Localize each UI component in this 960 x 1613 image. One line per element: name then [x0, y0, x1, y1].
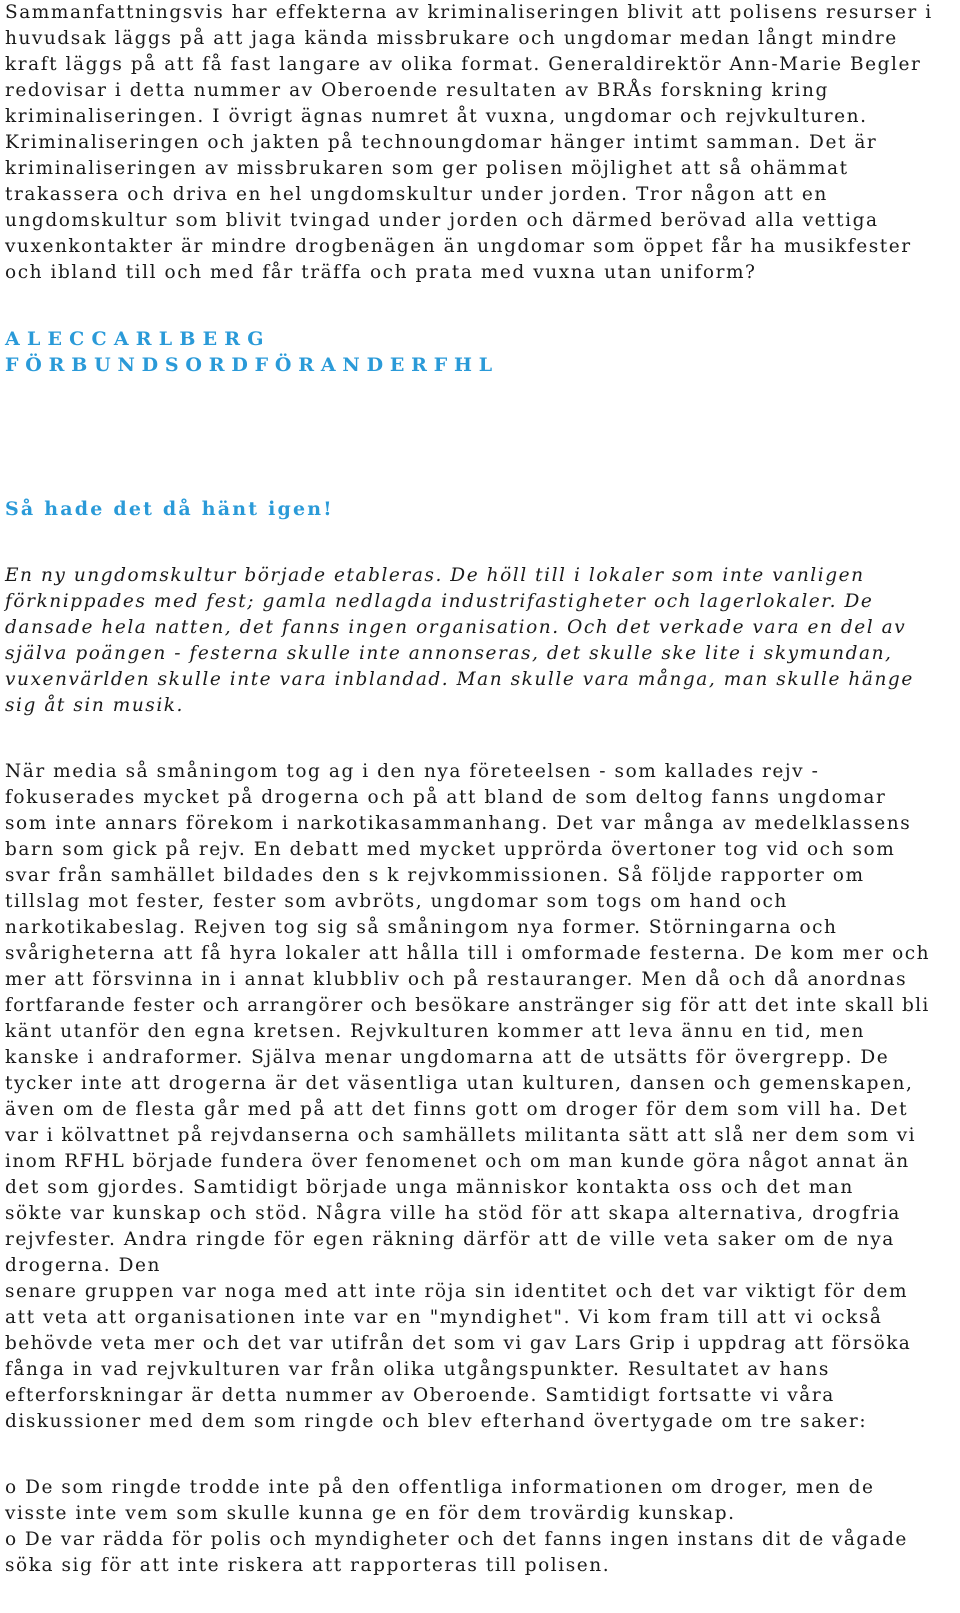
- text-line: o De var rädda för polis och myndigheter och det fanns ingen instans dit de vågade: [5, 1529, 908, 1550]
- text-line: o De som ringde trodde inte på den offentliga informationen om droger, men de: [5, 1477, 875, 1498]
- text-line: Kriminaliseringen och jakten på technoungdomar hänger intimt samman. Det är: [5, 132, 878, 153]
- text-line: kraft läggs på att få fast langare av olika format. Generaldirektör Ann-Marie Begler: [5, 54, 922, 75]
- text-line: En ny ungdomskultur började etableras. De höll till i lokaler som inte vanligen: [5, 565, 865, 586]
- text-line: även om de flesta går med på att det finns gott om droger för dem som vill ha. Det: [5, 1099, 909, 1120]
- text-line: kriminaliseringen av missbrukaren som ger polisen möjlighet att så ohämmat: [5, 158, 849, 179]
- text-line: senare gruppen var noga med att inte röja sin identitet och det var viktigt för dem: [5, 1281, 909, 1302]
- text-line: förknippades med fest; gamla nedlagda industrifastigheter och lagerlokaler. De: [5, 591, 874, 612]
- text-line: kanske i andraformer. Själva menar ungdomarna att de utsätts för övergrepp. De: [5, 1047, 890, 1068]
- text-line: kriminaliseringen. I övrigt ägnas numret åt vuxna, ungdomar och rejvkulturen.: [5, 106, 868, 127]
- section-heading: Så hade det då hänt igen!: [5, 498, 334, 520]
- author-name: ALECCARLBERG: [5, 328, 271, 350]
- text-line: visste inte vem som skulle kunna ge en för dem trovärdig kunskap.: [5, 1503, 736, 1524]
- text-line: inom RFHL började fundera över fenomenet och om man kunde göra något annat än: [5, 1151, 910, 1172]
- text-line: dansade hela natten, det fanns ingen organisation. Och det verkade vara en del av: [5, 617, 907, 638]
- text-line: som inte annars förekom i narkotikasammanhang. Det var många av medelklassens: [5, 813, 912, 834]
- text-line: sig åt sin musik.: [5, 695, 184, 716]
- text-line: och ibland till och med får träffa och prata med vuxna utan uniform?: [5, 262, 757, 283]
- text-line: Sammanfattningsvis har effekterna av kriminaliseringen blivit att polisens resurser i: [5, 2, 933, 23]
- text-line: svårigheterna att få hyra lokaler att hålla till i omformade festerna. De kom mer och: [5, 943, 931, 964]
- text-line: drogerna. Den: [5, 1255, 162, 1276]
- text-line: var i kölvattnet på rejvdanserna och samhällets militanta sätt att slå ner dem som vi: [5, 1125, 916, 1146]
- author-title: FÖRBUNDSORDFÖRANDERFHL: [5, 354, 499, 376]
- text-line: vuxenkontakter är mindre drogbenägen än ungdomar som öppet får ha musikfester: [5, 236, 912, 257]
- text-line: barn som gick på rejv. En debatt med mycket upprörda övertoner tog vid och som: [5, 839, 896, 860]
- text-line: trakassera och driva en hel ungdomskultur under jorden. Tror någon att en: [5, 184, 828, 205]
- text-line: tillslag mot fester, fester som avbröts, ungdomar som togs om hand och: [5, 891, 788, 912]
- text-line: vuxenvärlden skulle inte vara inblandad. Man skulle vara många, man skulle hänge: [5, 669, 914, 690]
- text-line: känt utanför den egna kretsen. Rejvkulturen kommer att leva ännu en tid, men: [5, 1021, 865, 1042]
- text-line: narkotikabeslag. Rejven tog sig så småningom nya former. Störningarna och: [5, 917, 838, 938]
- text-line: ungdomskultur som blivit tvingad under jorden och därmed berövad alla vettiga: [5, 210, 879, 231]
- text-line: fånga in vad rejvkulturen var från olika utgångspunkter. Resultatet av hans: [5, 1359, 830, 1380]
- text-line: behövde veta mer och det var utifrån det som vi gav Lars Grip i uppdrag att försöka: [5, 1333, 912, 1354]
- text-line: söka sig för att inte riskera att rapporteras till polisen.: [5, 1555, 611, 1576]
- text-line: sökte var kunskap och stöd. Några ville ha stöd för att skapa alternativa, drogfria: [5, 1203, 901, 1224]
- text-line: tycker inte att drogerna är det väsentliga utan kulturen, dansen och gemenskapen,: [5, 1073, 914, 1094]
- text-line: själva poängen - festerna skulle inte annonseras, det skulle ske lite i skymundan,: [5, 643, 893, 664]
- text-line: När media så småningom tog ag i den nya företeelsen - som kallades rejv -: [5, 761, 820, 782]
- text-line: fortfarande fester och arrangörer och besökare anstränger sig för att det inte skall bli: [5, 995, 930, 1016]
- text-line: rejvfester. Andra ringde för egen räkning därför att de ville veta saker om de nya: [5, 1229, 895, 1250]
- text-line: det som gjordes. Samtidigt började unga människor kontakta oss och det man: [5, 1177, 854, 1198]
- text-line: fokuserades mycket på drogerna och på att bland de som deltog fanns ungdomar: [5, 787, 887, 808]
- text-line: efterforskningar är detta nummer av Oberoende. Samtidigt fortsatte vi våra: [5, 1385, 835, 1406]
- text-line: svar från samhället bildades den s k rejvkommissionen. Så följde rapporter om: [5, 865, 865, 886]
- text-line: redovisar i detta nummer av Oberoende resultaten av BRÅs forskning kring: [5, 80, 829, 101]
- text-line: diskussioner med dem som ringde och blev efterhand övertygade om tre saker:: [5, 1411, 868, 1432]
- text-line: att veta att organisationen inte var en "myndighet". Vi kom fram till att vi också: [5, 1307, 883, 1328]
- text-line: mer att försvinna in i annat klubbliv och på restauranger. Men då och då anordnas: [5, 969, 908, 990]
- text-line: huvudsak läggs på att jaga kända missbrukare och ungdomar medan långt mindre: [5, 28, 898, 49]
